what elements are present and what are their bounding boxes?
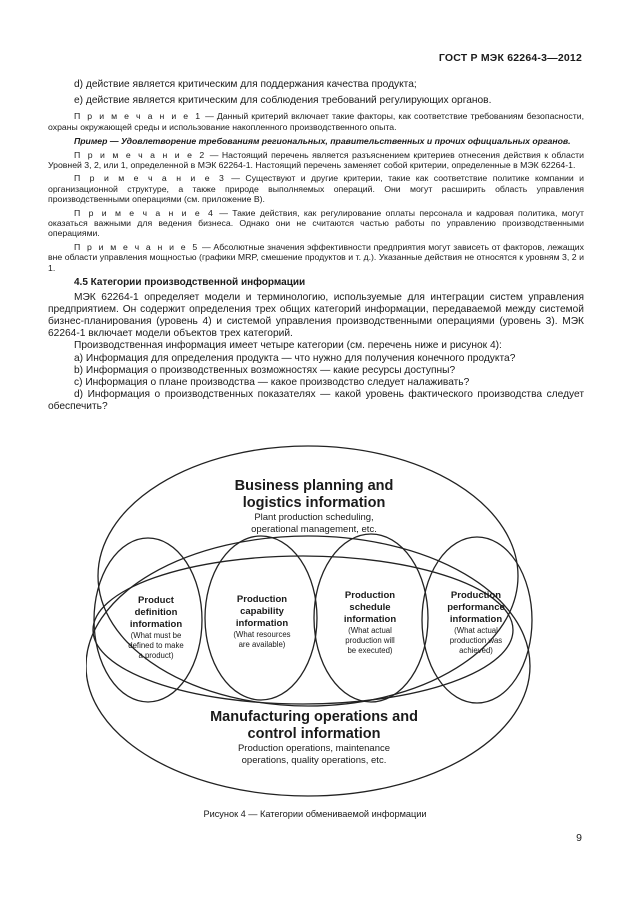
circle-3-sub-1: (What actual [348, 626, 392, 635]
circle-2-sub-2: are available) [238, 640, 286, 649]
manufacturing-sub-1: Production operations, maintenance [237, 743, 391, 754]
note-5-label: П р и м е ч а н и е 5 [74, 241, 200, 252]
circle-4-sub-1: (What actual [454, 626, 498, 635]
venn-diagram [86, 434, 546, 798]
note-2-text: — Настоящий перечень является разъяснением критериев отнесения действия к области Уровней 3, 2, или 1, определенной в МЭК 62264-1. Настоящий перечень заменяет собой критерии, определенные в МЭК 62264-1. [48, 149, 584, 171]
circle-2-sub-1: (What resources [233, 630, 291, 639]
business-planning-title-2: logistics information [242, 495, 386, 511]
circle-3-title-1: Production [344, 590, 396, 601]
business-planning-title-1: Business planning and [234, 478, 394, 494]
standard-code-header: ГОСТ Р МЭК 62264-3—2012 [438, 52, 582, 64]
circle-4-sub-3: achieved) [459, 646, 493, 655]
note-5 [48, 242, 584, 273]
note-1-label: П р и м е ч а н и е 1 [74, 111, 203, 122]
circle-1-sub-1: (What must be [130, 631, 182, 640]
section-paragraph-1: МЭК 62264-1 определяет модели и терминологию, используемые для интеграции систем управления предприятием. Он содержит определения трех общих категорий информации, передаваемой между системой бизнес-планирования (уровень 4) и системой управления производственными операциями (уровень 3). МЭК 62264-1 включает модели объектов трех категорий. [48, 291, 584, 340]
page-number: 9 [576, 832, 582, 844]
example-paragraph: Пример — Удовлетворение требованиям региональных, правительственных и прочих официальных органов. [74, 136, 571, 147]
note-4-label: П р и м е ч а н и е 4 [74, 207, 215, 218]
circle-4-title-1: Production [450, 590, 502, 601]
note-2-label: П р и м е ч а н и е 2 [74, 149, 207, 160]
document-body [48, 79, 584, 414]
circle-3-title-3: information [343, 614, 397, 625]
business-planning-sub-2: operational management, etc. [251, 524, 377, 535]
list-item-d: d) действие является критическим для поддержания качества продукта; [74, 79, 417, 90]
circle-1-title-3: information [129, 619, 183, 630]
section-paragraph-2: Производственная информация имеет четыре категории (см. перечень ниже и рисунок 4): [74, 340, 502, 352]
circle-2-title-1: Production [236, 594, 288, 605]
circle-3-sub-3: be executed) [347, 646, 393, 655]
note-3-text: — Существуют и другие критерии, такие как соответствие политике компании и организационной структуре, а также природе выполняемых операций. Они могут расширить область управления производственными операциями (см. приложение В). [48, 173, 584, 205]
list-item-e: e) действие является критическим для соблюдения требований регулирующих органов. [74, 95, 492, 107]
circle-4-title-2: performance [447, 602, 505, 613]
circle-3-title-2: schedule [349, 602, 391, 613]
manufacturing-title-2: control information [247, 726, 381, 742]
category-band-ellipse [93, 556, 513, 704]
note-1 [48, 111, 584, 132]
note-3 [48, 173, 584, 204]
circle-1-sub-3: a product) [138, 651, 174, 660]
category-list-item-d: d) Информация о производственных показателях — какой уровень фактического производства следует обеспечить? [48, 389, 584, 413]
category-list-item-c: c) Информация о плане производства — какое производство следует налаживать? [74, 376, 470, 388]
manufacturing-title-1: Manufacturing operations and [210, 709, 418, 725]
note-2 [48, 150, 584, 171]
circle-2-title-3: information [235, 618, 289, 629]
category-list-item-b: b) Информация о производственных возможностях — какие ресурсы доступны? [74, 364, 456, 376]
manufacturing-sub-2: operations, quality operations, etc. [241, 755, 387, 766]
figure-caption: Рисунок 4 — Категории обмениваемой информации [203, 809, 427, 819]
category-list-item-a: a) Информация для определения продукта — что нужно для получения конечного продукта? [74, 352, 516, 364]
note-4-text: — Такие действия, как регулирование оплаты персонала и кадровая политика, могут оказаться важными для ведения бизнеса. Однако они не считаются частью работы по управлению производственными операциями. [48, 207, 584, 239]
circle-1-sub-2: defined to make [128, 641, 184, 650]
note-3-label: П р и м е ч а н и е 3 [74, 173, 226, 184]
information-categories-figure [86, 434, 546, 803]
circle-1-title-1: Product [138, 595, 174, 606]
section-heading: 4.5 Категории производственной информации [74, 277, 306, 289]
circle-4-sub-2: production was [449, 636, 503, 645]
circle-3-sub-2: production will [345, 636, 395, 645]
circle-4-title-3: information [449, 614, 503, 625]
note-5-text: — Абсолютные значения эффективности предприятия могут зависеть от факторов, лежащих вне области управления мощностью (графики MRP, смешение продуктов и т. д.). Указанные действия не относятся к уровням 3, 2 и 1. [48, 241, 584, 273]
circle-2-title-2: capability [240, 606, 284, 617]
note-1-text: — Данный критерий включает такие факторы, как соответствие требованиям безопасности, охраны окружающей среды и использование накопленного производственного опыта. [48, 111, 584, 132]
business-planning-sub-1: Plant production scheduling, [254, 512, 374, 523]
note-4 [48, 208, 584, 239]
circle-1-title-2: definition [134, 607, 178, 618]
